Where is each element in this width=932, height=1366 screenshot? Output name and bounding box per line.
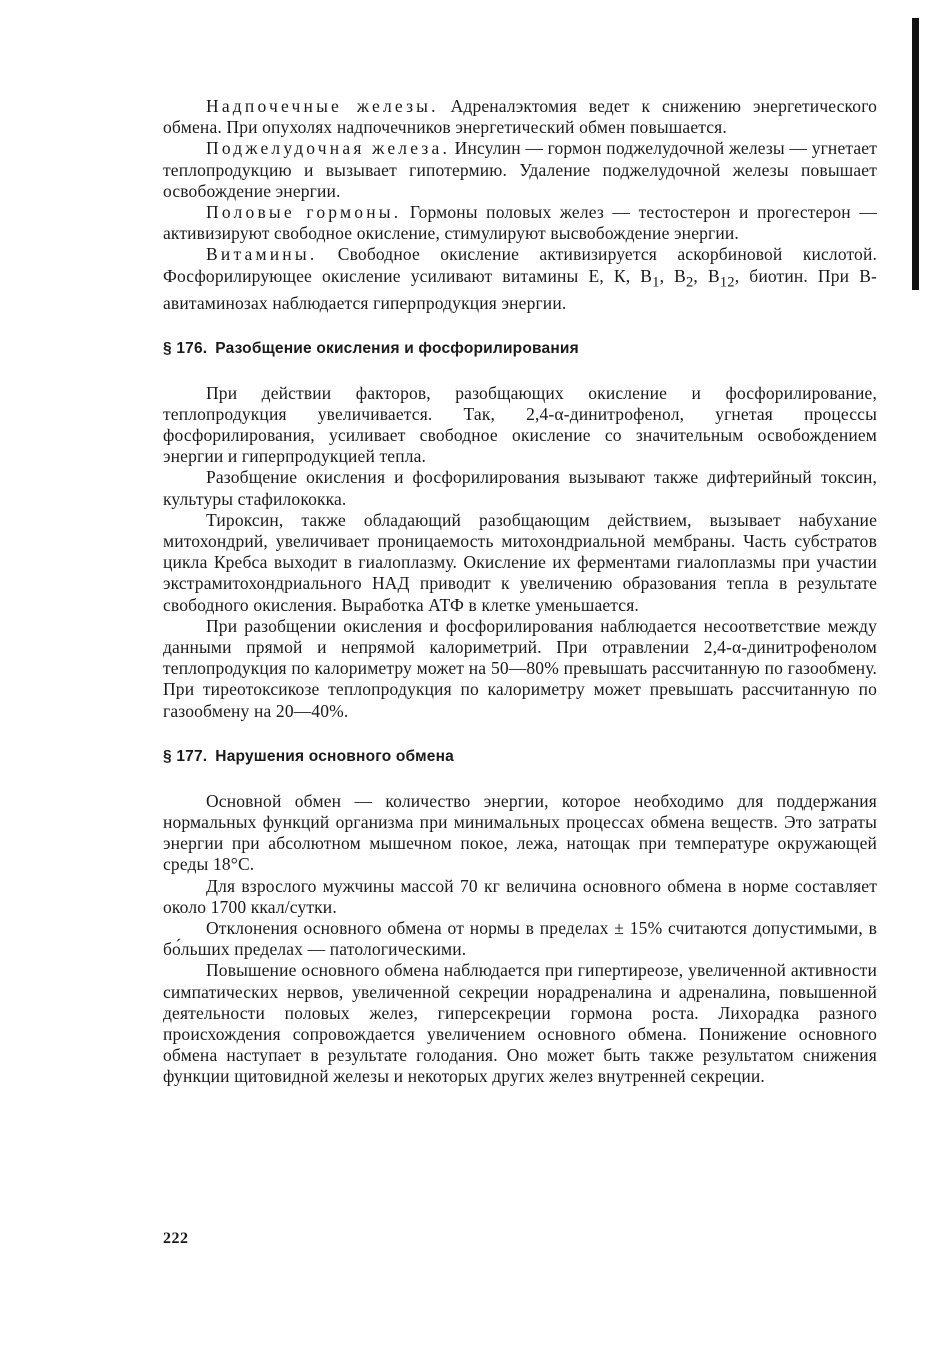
term-pancreas: Поджелудочная железа. <box>206 138 451 159</box>
section-176-paragraph: При действии факторов, разобщающих окисление и фосфорилирование, теплопродукция увеличивается. Так, 2,4-α-динитрофенол, угнетая процессы фосфорилирования, усиливает свободное окисление со значительным освобождением энергии и гиперпродукцией тепла. <box>163 382 877 467</box>
paragraph-pancreas <box>163 138 877 202</box>
section-176-paragraph: Разобщение окисления и фосфорилирования вызывают также дифтерийный токсин, культуры стафилококка. <box>163 467 877 509</box>
paragraph-sex-hormones <box>163 202 877 244</box>
section-177-paragraph: Отклонения основного обмена от нормы в пределах ± 15% считаются допустимыми, в бо́льших пределах — патологическими. <box>163 918 877 960</box>
section-177-number: § 177. <box>163 747 208 765</box>
section-177-paragraph: Повышение основного обмена наблюдается при гипертиреозе, увеличенной активности симпатических нервов, увеличенной секреции норадреналина и адреналина, повышенной деятельности половых желез, гиперсекреции гормона роста. Лихорадка разного происхождения сопровождается увеличением основного обмена. Понижение основного обмена наступает в результате голодания. Оно может быть также результатом снижения функции щитовидной железы и некоторых других желез внутренней секреции. <box>163 960 877 1087</box>
text-sex-hormones: Гормоны половых желез — тестостерон и прогестерон — активизируют свободное окисление, стимулируют высвобождение энергии. <box>163 202 877 244</box>
term-sex-hormones: Половые гормоны. <box>206 202 402 223</box>
text-vitamins-2: , В <box>659 265 686 286</box>
section-177-paragraph: Основной обмен — количество энергии, которое необходимо для поддержания нормальных функций организма при минимальных процессах обмена веществ. Это затраты энергии при абсолютном мышечном покое, лежа, натощак при температуре окружающей среды 18°С. <box>163 790 877 875</box>
section-176-heading <box>163 339 877 359</box>
scan-edge-bar <box>912 18 919 290</box>
section-176-title: Разобщение окисления и фосфорилирования <box>215 339 579 357</box>
text-pancreas: Инсулин — гормон поджелудочной железы — угнетает теплопродукцию и вызывает гипотермию. Удаление поджелудочной железы повышает освобождение энергии. <box>163 138 878 201</box>
subscript-2: 2 <box>685 274 694 291</box>
term-adrenal: Надпочечные железы. <box>206 96 439 116</box>
section-176-number: § 176. <box>163 339 208 357</box>
section-177-heading <box>163 747 877 767</box>
text-vitamins-3: , В <box>693 265 720 286</box>
section-176-paragraph: Тироксин, также обладающий разобщающим действием, вызывает набухание митохондрий, увеличивает проницаемость митохондриальной мембраны. Часть субстратов цикла Кребса выходит в гиалоплазму. Окисление их ферментами гиалоплазмы при участии экстрамитохондриального НАД приводит к увеличению образования тепла в результате свободного окисления. Выработка АТФ в клетке уменьшается. <box>163 509 877 615</box>
text-vitamins-4: , биотин. При В-авитаминозах наблюдается гиперпродукция энергии. <box>163 265 877 314</box>
page-body <box>163 96 877 1088</box>
section-177-paragraph: Для взрослого мужчины массой 70 кг величина основного обмена в норме составляет около 1700 ккал/сутки. <box>163 875 877 917</box>
paragraph-adrenal <box>163 96 877 138</box>
paragraph-vitamins <box>163 244 877 314</box>
section-176-paragraph: При разобщении окисления и фосфорилирования наблюдается несоответствие между данными прямой и непрямой калориметрий. При отравлении 2,4-α-динитрофенолом теплопродукция по калориметру может на 50—80% превышать рассчитанную по газообмену. При тиреотоксикозе теплопродукция по калориметру может превышать рассчитанную по газообмену на 20—40%. <box>163 615 877 721</box>
text-vitamins-1: Свободное окисление активизируется аскорбиновой кислотой. Фосфорилирующее окисление усиливают витамины Е, К, В <box>163 244 877 286</box>
page-number: 222 <box>163 1230 189 1247</box>
term-vitamins: Витамины. <box>206 244 318 265</box>
text-adrenal: Адреналэктомия ведет к снижению энергетического обмена. При опухолях надпочечников энергетический обмен повышается. <box>163 96 877 138</box>
subscript-12: 12 <box>719 274 735 291</box>
section-177-title: Нарушения основного обмена <box>215 747 454 765</box>
subscript-1: 1 <box>652 274 660 291</box>
